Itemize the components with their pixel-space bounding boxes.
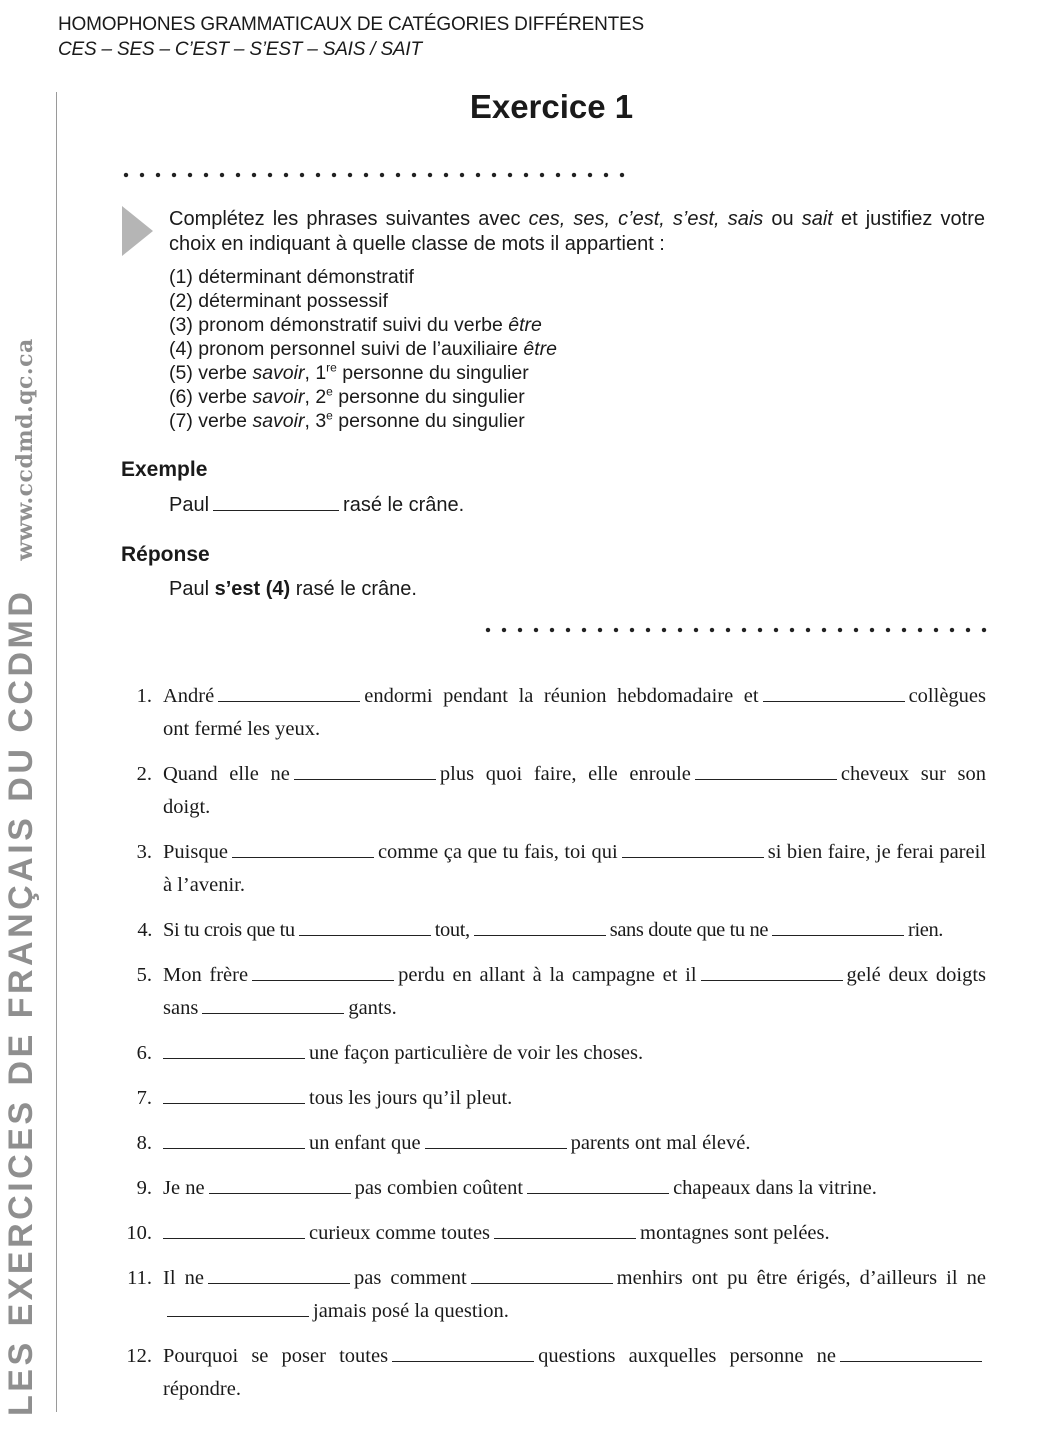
exercise-text <box>163 1127 986 1160</box>
example-before: Paul <box>169 494 210 516</box>
text-part: Pourquoi se poser toutes <box>163 1345 389 1367</box>
exercise-number: 10. <box>126 1222 152 1244</box>
exercise-item <box>120 959 986 1025</box>
category-post: personne du singulier <box>336 362 529 384</box>
category-post: personne du singulier <box>332 386 525 408</box>
example-sentence <box>169 494 464 517</box>
answer-blank[interactable] <box>163 1148 305 1149</box>
text-part: pas comment <box>353 1267 467 1289</box>
text-part: Si tu crois que tu <box>163 919 295 941</box>
text-part: tout, <box>434 919 470 941</box>
answer-blank[interactable] <box>163 1058 305 1059</box>
exercise-text <box>163 1262 986 1328</box>
exercise-number: 3. <box>136 841 152 863</box>
answer-blank[interactable] <box>252 980 394 981</box>
answer-blank[interactable] <box>494 1238 636 1239</box>
answer-blank[interactable] <box>208 1283 350 1284</box>
exercise-text <box>163 1082 986 1115</box>
answer-blank[interactable] <box>527 1193 669 1194</box>
exercise-text <box>163 959 986 1025</box>
exercise-item <box>120 1340 986 1406</box>
category-item <box>169 313 557 337</box>
answer-blank[interactable] <box>163 1103 305 1104</box>
answer-blank[interactable] <box>163 1238 305 1239</box>
sidebar-banner <box>2 338 62 1416</box>
answer-blank[interactable] <box>167 1316 309 1317</box>
text-part: Quand elle ne <box>163 763 290 785</box>
text-part: une façon particulière de voir les choses. <box>309 1042 644 1064</box>
text-part: répondre. <box>163 1378 241 1400</box>
series-title: LES EXERCICES DE FRANÇAIS DU CCDMD <box>2 588 40 1416</box>
exercise-number: 2. <box>136 763 152 785</box>
answer-blank[interactable] <box>218 701 360 702</box>
text-part: comme ça que tu fais, toi qui <box>377 841 618 863</box>
answer-heading: Réponse <box>121 543 210 566</box>
text-part: pas combien coûtent <box>354 1177 524 1199</box>
text-part: un enfant que <box>309 1132 421 1154</box>
header-title: HOMOPHONES GRAMMATICAUX DE CATÉGORIES DIFFÉRENTES <box>58 14 644 35</box>
text-part: gants. <box>348 997 397 1019</box>
exercise-item <box>120 1217 986 1250</box>
exercise-item <box>120 1037 986 1070</box>
instructions-text-1: Complétez les phrases suivantes avec <box>169 208 529 230</box>
exercise-item <box>120 758 986 824</box>
text-part: cheveux sur son doigt. <box>163 763 986 818</box>
answer-blank[interactable] <box>622 857 764 858</box>
dotted-separator-top <box>118 172 630 178</box>
answer-blank[interactable] <box>392 1361 534 1362</box>
category-label: (1) déterminant démonstratif <box>169 266 414 288</box>
text-part: André <box>163 685 215 707</box>
category-sup: e <box>326 384 333 399</box>
text-part: si bien faire, je ferai pareil à l’avenir. <box>163 841 986 896</box>
category-mid: , 3 <box>304 410 327 432</box>
category-label: (7) verbe <box>169 410 253 432</box>
category-sup: e <box>326 408 333 423</box>
category-em: être <box>523 338 558 360</box>
category-item <box>169 385 557 409</box>
sidebar-divider <box>56 92 57 1412</box>
text-part: tous les jours qu’il pleut. <box>309 1087 513 1109</box>
text-part: collègues ont fermé les yeux. <box>163 685 986 740</box>
example-after: rasé le crâne. <box>343 494 465 516</box>
answer-key: s’est (4) <box>214 578 291 600</box>
exercise-item <box>120 1082 986 1115</box>
category-em: être <box>508 314 542 336</box>
text-part: plus quoi faire, elle enroule <box>439 763 691 785</box>
exercise-number: 8. <box>136 1132 152 1154</box>
answer-sentence <box>169 578 417 601</box>
answer-blank[interactable] <box>232 857 374 858</box>
exercise-text <box>163 758 986 824</box>
category-label: (4) pronom personnel suivi de l’auxiliaire <box>169 338 524 360</box>
instructions-word-sait: sait <box>801 208 833 230</box>
text-part: perdu en allant à la campagne et il <box>398 964 697 986</box>
instructions <box>169 207 985 257</box>
exercise-item <box>120 1262 986 1328</box>
exercise-text <box>163 1340 986 1406</box>
text-part: chapeaux dans la vitrine. <box>673 1177 877 1199</box>
answer-blank[interactable] <box>209 1193 351 1194</box>
answer-blank[interactable] <box>840 1361 982 1362</box>
answer-blank[interactable] <box>299 935 431 936</box>
exercise-text <box>163 1037 986 1070</box>
text-part: rien. <box>908 919 944 941</box>
answer-blank[interactable] <box>474 935 606 936</box>
exercise-number: 7. <box>136 1087 152 1109</box>
page-header <box>58 12 644 62</box>
header-subtitle: CES – SES – C’EST – S’EST – SAIS / SAIT <box>58 39 422 60</box>
category-mid: , 2 <box>304 386 327 408</box>
category-em: savoir <box>252 386 305 408</box>
exercise-number: 1. <box>136 685 152 707</box>
exercise-text <box>163 680 986 746</box>
text-part: parents ont mal élevé. <box>570 1132 751 1154</box>
answer-blank[interactable] <box>695 779 837 780</box>
text-part: Puisque <box>163 841 228 863</box>
instructions-words: ces, ses, c’est, s’est, sais <box>528 208 764 230</box>
exercise-number: 9. <box>136 1177 152 1199</box>
text-part: sans doute que tu ne <box>609 919 769 941</box>
answer-blank[interactable] <box>202 1013 344 1014</box>
category-label: (2) déterminant possessif <box>169 290 388 312</box>
text-part: jamais posé la question. <box>313 1300 509 1322</box>
exercise-number: 12. <box>126 1345 152 1367</box>
exercise-number: 11. <box>127 1267 152 1289</box>
text-part: Mon frère <box>163 964 249 986</box>
text-part: montagnes sont pelées. <box>640 1222 830 1244</box>
exercise-item <box>120 680 986 746</box>
exercise-number: 4. <box>137 919 152 941</box>
answer-blank[interactable] <box>701 980 843 981</box>
example-heading: Exemple <box>121 458 208 481</box>
dotted-separator-bottom <box>480 627 992 633</box>
category-list <box>169 265 557 433</box>
page-title: Exercice 1 <box>469 88 634 125</box>
exercise-text <box>163 836 986 902</box>
category-em: savoir <box>252 362 305 384</box>
category-label: (5) verbe <box>169 362 253 384</box>
category-mid: , 1 <box>304 362 327 384</box>
answer-before: Paul <box>169 578 215 600</box>
category-item <box>169 361 557 385</box>
category-item <box>169 265 557 289</box>
instructions-text-3: et justifiez votre choix en indiquant à quelle classe de mots il appartient : <box>169 208 985 255</box>
example-blank <box>213 510 339 511</box>
text-part: curieux comme toutes <box>309 1222 491 1244</box>
exercise-text <box>163 914 986 947</box>
answer-after: rasé le crâne. <box>290 578 417 600</box>
answer-blank[interactable] <box>772 935 904 936</box>
text-part: endormi pendant la réunion hebdomadaire et <box>364 685 759 707</box>
exercise-number: 6. <box>136 1042 152 1064</box>
answer-blank[interactable] <box>294 779 436 780</box>
category-em: savoir <box>252 410 305 432</box>
category-sup: re <box>326 360 337 375</box>
text-part: menhirs ont pu être érigés, d’ailleurs il ne <box>616 1267 986 1289</box>
site-url: www.ccdmd.qc.ca <box>12 338 38 561</box>
category-item <box>169 409 557 433</box>
exercise-text <box>163 1172 986 1205</box>
text-part: gelé deux doigts sans <box>163 964 987 1019</box>
category-item <box>169 337 557 361</box>
instructions-text-2: ou <box>763 208 802 230</box>
play-arrow-icon <box>122 206 153 256</box>
category-label: (6) verbe <box>169 386 253 408</box>
text-part: Je ne <box>163 1177 205 1199</box>
exercise-item <box>120 914 986 947</box>
exercise-number: 5. <box>136 964 152 986</box>
text-part: Il ne <box>163 1267 204 1289</box>
exercise-item <box>120 1172 986 1205</box>
exercise-text <box>163 1217 986 1250</box>
category-item <box>169 289 557 313</box>
answer-blank[interactable] <box>763 701 905 702</box>
category-post: personne du singulier <box>332 410 525 432</box>
answer-blank[interactable] <box>425 1148 567 1149</box>
answer-blank[interactable] <box>471 1283 613 1284</box>
exercise-item <box>120 836 986 902</box>
text-part: questions auxquelles personne ne <box>538 1345 836 1367</box>
exercise-item <box>120 1127 986 1160</box>
category-label: (3) pronom démonstratif suivi du verbe <box>169 314 509 336</box>
